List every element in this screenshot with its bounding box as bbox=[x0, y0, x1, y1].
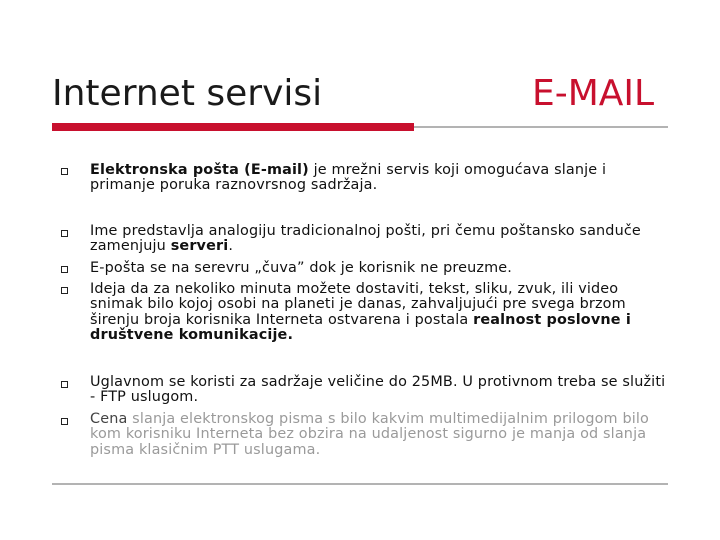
slide-subtitle: E-MAIL bbox=[532, 73, 655, 114]
hollow-square-bullet-icon bbox=[61, 230, 68, 237]
slide-title: Internet servisi bbox=[52, 73, 323, 114]
hollow-square-bullet-icon bbox=[61, 168, 68, 175]
analogy-end: . bbox=[228, 238, 234, 255]
hollow-square-bullet-icon bbox=[61, 266, 68, 273]
footer-divider bbox=[52, 483, 668, 485]
analogy-text: Ime predstavlja analogiju tradicionalnoj pošti, pri čemu poštansko sanduče zamenjuju bbox=[90, 223, 641, 255]
paragraph-name-analogy bbox=[90, 224, 670, 255]
cost-text: slanja elektronskog pisma s bilo kakvim multimedijalnim prilogom bilo kom korisniku Interneta bez obzira na udaljenost sigurno je manja od slanja pisma klasičnim PTT uslugama. bbox=[90, 411, 649, 458]
term-business-reality: realnost poslovne i društvene komunikacije. bbox=[90, 311, 631, 344]
term-servers: serveri bbox=[170, 238, 229, 255]
title-accent-bar bbox=[52, 123, 414, 131]
definition-text: je mrežni servis koji omogućava slanje i primanje poruka raznovrsnog sadržaja. bbox=[90, 162, 607, 194]
term-email: Elektronska pošta (E-mail) bbox=[90, 162, 309, 178]
idea-text: Ideja da za nekoliko minuta možete dostaviti, tekst, sliku, zvuk, ili video snimak bilo kojoj osobi na planeti je danas, zahvaljujući pre svega brzom širenju broja korisnika Interneta ostvarena i postala bbox=[90, 281, 626, 328]
paragraph-size-limit: Uglavnom se koristi za sadržaje veličine do 25MB. U protivnom treba se služiti - FTP uslugom. bbox=[90, 374, 666, 406]
paragraph-definition bbox=[90, 163, 670, 194]
paragraph-storage: E-pošta se na serevru „čuva” dok je korisnik ne preuzme. bbox=[90, 260, 512, 276]
hollow-square-bullet-icon bbox=[61, 287, 68, 294]
paragraph-idea bbox=[90, 282, 670, 344]
cost-lead: Cena bbox=[90, 411, 128, 427]
paragraph-cost bbox=[90, 412, 670, 458]
hollow-square-bullet-icon bbox=[61, 418, 68, 425]
hollow-square-bullet-icon bbox=[61, 381, 68, 388]
